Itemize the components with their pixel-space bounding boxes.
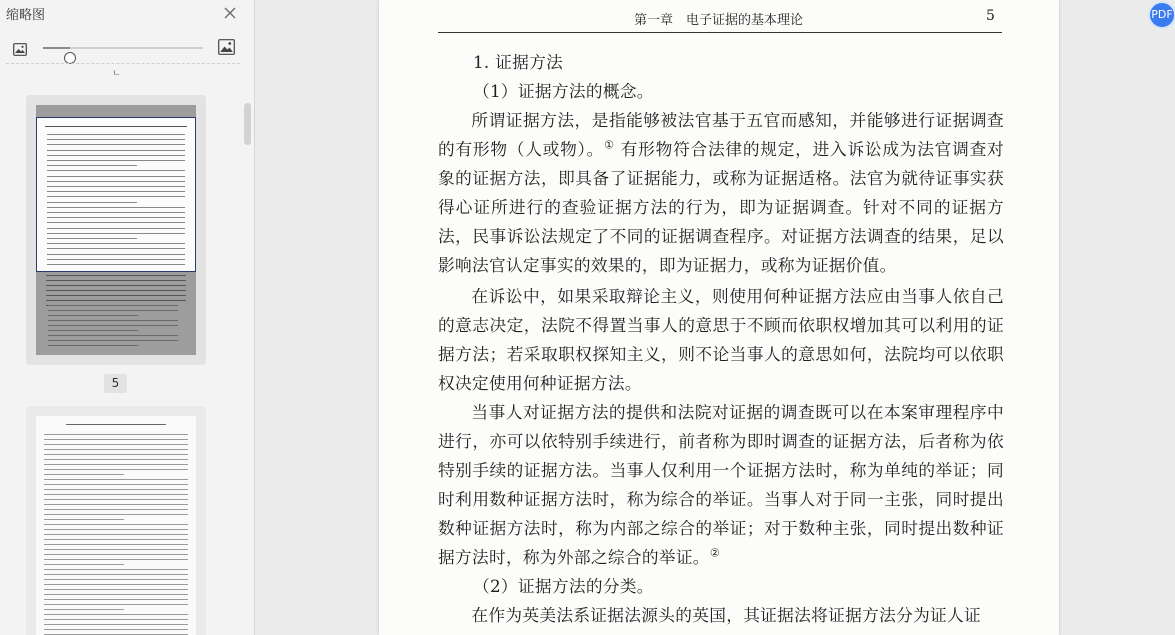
zoom-slider[interactable]: [43, 47, 203, 49]
thumbnail-text-line: [47, 207, 185, 208]
thumbnail-text-line: [47, 264, 185, 265]
thumbnail-text-line: [46, 295, 186, 296]
thumbnail-text-line: [47, 186, 185, 187]
sidebar-scrollbar[interactable]: [244, 103, 251, 145]
image-large-icon[interactable]: [218, 39, 235, 55]
thumbnail-text-line: [47, 160, 185, 161]
thumbnail-text-line: [44, 514, 188, 515]
thumbnail-text-line: [44, 594, 188, 595]
thumbnail-text-line: [44, 489, 188, 490]
image-small-icon[interactable]: [13, 41, 27, 54]
thumbnail-text-line: [44, 584, 188, 585]
thumbnail-page-5-image: [36, 105, 196, 355]
thumbnail-text-line: [47, 191, 185, 192]
thumbnail-page-6[interactable]: [26, 406, 206, 635]
document-page: [379, 0, 1059, 635]
thumbnail-text-line: [44, 529, 188, 530]
thumbnail-text-line: [44, 479, 188, 480]
thumbnail-text-line: [47, 248, 185, 249]
thumbnail-text-line: [47, 155, 185, 156]
thumbnail-text-line: [44, 544, 188, 545]
close-icon[interactable]: [222, 5, 238, 21]
thumbnail-text-line: [47, 243, 185, 244]
thumbnail-text-line: [44, 509, 188, 510]
thumbnail-text-line: [44, 549, 188, 550]
thumbnail-text-line: [47, 139, 185, 140]
thumbnail-text-line: [46, 290, 186, 291]
thumbnail-text-line: [44, 459, 188, 460]
thumbnail-text-line: [44, 444, 188, 445]
thumbnail-text-line: [47, 212, 185, 213]
thumbnail-text-line: [44, 564, 124, 565]
thumbnail-text-line: [48, 305, 178, 306]
thumbnail-text-line: [44, 469, 188, 470]
thumbnail-text-line: [44, 579, 188, 580]
thumbnail-text-line: [44, 449, 188, 450]
visible-area-indicator[interactable]: [36, 117, 196, 272]
thumbnail-text-line: [44, 439, 188, 440]
thumbnail-text-line: [44, 539, 188, 540]
thumbnail-text-line: [48, 345, 138, 346]
thumbnail-text-line: [47, 150, 185, 151]
thumbnail-text-line: [44, 474, 124, 475]
thumbnail-text-line: [48, 310, 178, 311]
thumbnail-text-line: [44, 599, 188, 600]
thumbnail-text-line: [44, 614, 188, 615]
thumbnail-text-line: [44, 604, 188, 605]
page-number: 5: [986, 8, 995, 24]
thumbnail-text-line: [48, 325, 178, 326]
sidebar-divider: [6, 63, 240, 64]
thumbnail-text-line: [46, 285, 186, 286]
zoom-slider-fill: [43, 47, 70, 49]
thumbnail-page-6-image: [36, 416, 196, 635]
thumbnail-text-line: [44, 499, 188, 500]
thumbnail-text-line: [44, 504, 188, 505]
thumbnail-text-line: [48, 320, 178, 321]
thumbnail-text-line: [44, 534, 188, 535]
footnote-ref[interactable]: ②: [709, 546, 720, 560]
thumbnail-text-line: [44, 464, 188, 465]
thumbnail-text-line: [47, 134, 185, 135]
thumbnail-text-line: [44, 574, 188, 575]
thumbnail-page-label: 5: [104, 374, 127, 393]
thumbnail-page-5[interactable]: [26, 95, 206, 365]
paragraph: 在作为英美法系证据法源头的英国，其证据法将证据方法分为证人证: [471, 605, 982, 625]
thumbnail-text-line: [44, 554, 188, 555]
pdf-tool-icon[interactable]: PDF: [1150, 3, 1174, 27]
thumbnail-text-line: [46, 280, 186, 281]
thumbnail-text-line: [47, 165, 137, 166]
thumbnail-text-line: [47, 222, 185, 223]
thumbnail-text-line: [47, 259, 185, 260]
thumbnail-text-line: [47, 254, 185, 255]
thumbnail-text-line: [47, 144, 185, 145]
footnote-ref[interactable]: ①: [604, 138, 615, 152]
thumbnail-text-line: [44, 524, 188, 525]
thumbnail-text-line: [44, 454, 188, 455]
thumbnail-text-line: [46, 300, 186, 301]
paragraph: [438, 398, 1004, 572]
thumbnail-text-line: [44, 434, 188, 435]
thumbnail-text-line: [47, 196, 185, 197]
sidebar-title: 缩略图: [6, 8, 46, 23]
subsection-heading: （2）证据方法的分类。: [473, 576, 654, 596]
header-rule: [438, 32, 1002, 33]
thumbnail-text-line: [44, 559, 188, 560]
thumbnail-text-line: [47, 233, 185, 234]
paragraph: 在诉讼中，如果采取辩论主义，则使用何种证据方法应由当事人依自己的意志决定，法院不得置当事人的意思于不顾而依职权增加其可以利用的证据方法；若采取职权探知主义，则不论当事人的意思如何，法院均可以依职权决定使用何种证据方法。: [438, 286, 1004, 393]
thumbnail-text-line: [47, 176, 185, 177]
thumbnail-text-line: [48, 315, 138, 316]
thumbnail-text-line: [48, 335, 178, 336]
thumbnail-text-line: [46, 275, 186, 276]
subsection-heading: （1）证据方法的概念。: [473, 81, 654, 101]
thumbnail-header-line: [45, 126, 187, 127]
thumbnail-text-line: [44, 484, 188, 485]
thumbnail-text-line: [47, 170, 185, 171]
thumbnail-zoom-toolbar: [0, 36, 254, 60]
thumbnail-text-line: [48, 330, 138, 331]
previous-thumbnail-edge: ㄴ: [112, 69, 121, 79]
thumbnail-text-line: [44, 589, 188, 590]
thumbnail-text-line: [44, 624, 188, 625]
thumbnail-text-line: [47, 202, 137, 203]
thumbnail-text-line: [66, 424, 166, 425]
paragraph-text: 当事人对证据方法的提供和法院对证据的调查既可以在本案审理程序中进行，亦可以依特别手续进行，前者称为即时调查的证据方法，后者称为依特别手续的证据方法。当事人仅利用一个证据方法时，称为单纯的举证；同时利用数种证据方法时，称为综合的举证。当事人对于同一主张，同时提出数种证据方法时，称为内部之综合的举证；对于数种主张，同时提出数种证据方法时，称为外部之综合的举证。: [438, 402, 1004, 567]
thumbnail-text-line: [44, 609, 124, 610]
thumbnail-text-line: [44, 494, 188, 495]
thumbnail-text-line: [47, 181, 185, 182]
paragraph: [438, 106, 1004, 280]
running-head: 第一章 电子证据的基本理论: [634, 13, 804, 28]
thumbnail-text-line: [44, 519, 124, 520]
thumbnail-text-line: [44, 619, 188, 620]
paragraph-text: 所谓证据方法，是指能够被法官基于五官而感知，并能够进行证据调查的有形物（人或物）。: [438, 110, 1004, 159]
thumbnail-sidebar: [0, 0, 255, 635]
thumbnail-text-line: [47, 238, 137, 239]
thumbnail-text-line: [47, 217, 185, 218]
thumbnail-text-line: [44, 629, 188, 630]
paragraph-text: 有形物符合法律的规定，进入诉讼成为法官调查对象的证据方法，即具备了证据能力，或称为证据适格。法官为就待证事实获得心证所进行的查验证据方法的行为，即为证据调查。针对不同的证据方法，民事诉讼法规定了不同的证据调查程序。对证据方法调查的结果，足以影响法官认定事实的效果的，即为证据力，或称为证据价值。: [438, 139, 1004, 275]
section-heading: 1. 证据方法: [473, 52, 564, 72]
thumbnail-text-line: [44, 569, 188, 570]
thumbnail-text-line: [48, 340, 178, 341]
thumbnail-text-line: [47, 228, 185, 229]
